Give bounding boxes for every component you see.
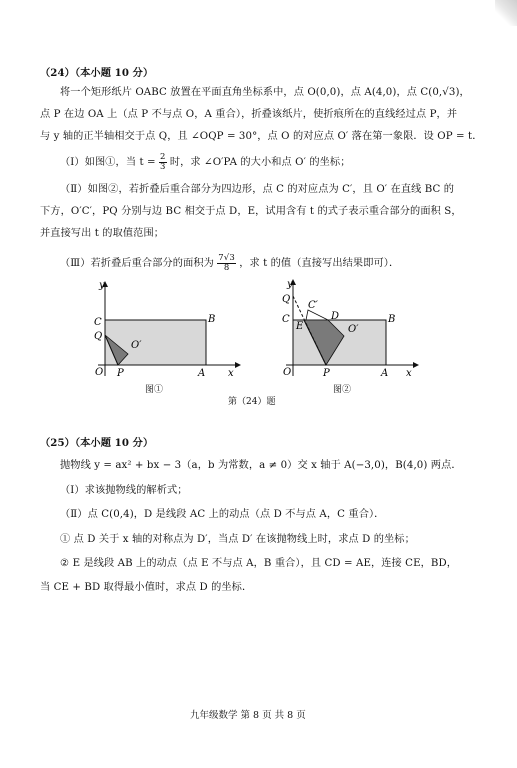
q24-part3-num: 7√3 [218,252,235,263]
q25-line-3: （Ⅱ）点 C(0,4)，D 是线段 AC 上的动点（点 D 不与点 A，C 重合）． [60,509,385,520]
q24-part1-fraction [159,153,167,172]
fig2-label-A: A [381,368,389,379]
q24-line-1: 将一个矩形纸片 OABC 放置在平面直角坐标系中，点 O(0,0)，点 A(4,0)，点 C(0,√3)， [60,87,470,98]
q24-part1-den: 3 [160,161,166,172]
q24-header: （24）（本小题 10 分） [40,67,154,79]
fig2-folded-outside [306,310,328,320]
fig2-label-x: x [406,368,412,379]
fig2-label-Cprime: C′ [308,300,318,311]
fig1-label-Q: Q [94,331,103,342]
q24-part3 [60,250,399,278]
q24-part2-line-1: （Ⅱ）如图②，若折叠后重合部分为四边形，点 C 的对应点为 C′，且 O′ 在直线 BC 的 [60,184,455,195]
q25-line-1: 抛物线 y = ax² + bx − 3（a，b 为常数，a ≠ 0）交 x 轴于 A(−3,0)，B(4,0) 两点． [60,460,462,471]
fig2-label-Q: Q [282,294,291,305]
q24-line-2: 点 P 在边 OA 上（点 P 不与点 O，A 重合），折叠该纸片，使折痕所在的直线经过点 P，并 [40,109,458,120]
q25-line-4: ① 点 D 关于 x 轴的对称点为 D′，当点 D′ 在该抛物线上时，求点 D 的坐标； [60,534,415,545]
q24-line-3: 与 y 轴的正半轴相交于点 Q，且 ∠OQP = 30°，点 O 的对应点 O′ 落在第一象限．设 OP = t． [40,131,483,142]
fig2-label-B: B [388,314,396,325]
q24-part3-text-b: ，求 t 的值（直接写出结果即可）． [239,258,400,269]
fig1-label-y: y [99,280,105,291]
q24-part1-text-a: （Ⅰ）如图①，当 t = [60,157,156,168]
page-footer: 九年级数学 第 8 页 共 8 页 [190,710,306,721]
fig1-label-B: B [208,314,216,325]
figure-1-caption: 图① [145,385,164,395]
q25-line-5: ② E 是线段 AB 上的动点（点 E 不与点 A，B 重合），且 CD = AE，连接 CE，BD， [60,558,458,569]
figure-title: 第（24）题 [228,397,276,407]
fig1-label-P: P [117,368,124,379]
fig2-label-Oprime: O′ [348,324,359,335]
q24-part3-text-a: （Ⅲ）若折叠后重合部分的面积为 [60,258,214,269]
q24-part2-line-2: 下方，O′C′，PQ 分别与边 BC 相交于点 D，E，试用含有 t 的式子表示重合部分的面积 S， [40,206,462,217]
q24-part3-fraction [217,254,236,273]
q24-part3-den: 8 [223,262,230,273]
figure-2 [268,278,428,380]
fig1-label-O: O [95,367,104,378]
q24-part1-num: 2 [160,151,166,162]
fig2-label-E: E [296,321,304,332]
page-curl [495,0,517,26]
fig2-label-C: C [282,314,290,325]
fig1-label-Oprime: O′ [131,340,142,351]
fig1-label-x: x [228,368,234,379]
figure-2-caption: 图② [333,385,352,395]
q25-line-2: （Ⅰ）求该抛物线的解析式； [60,485,188,496]
q24-part1-text-b: 时，求 ∠O′PA 的大小和点 O′ 的坐标； [169,157,351,168]
fig2-label-P: P [323,368,330,379]
q24-part2-line-3: 并直接写出 t 的取值范围； [40,228,165,239]
fig1-label-C: C [94,317,102,328]
fig1-label-A: A [198,368,206,379]
fig2-label-y: y [287,279,293,290]
q25-line-6: 当 CE + BD 取得最小值时，求点 D 的坐标． [40,582,253,593]
q25-header: （25）（本小题 10 分） [40,437,154,449]
fig2-label-D: D [331,311,340,322]
q24-part1 [60,150,351,176]
figure-1 [80,278,250,380]
fig2-label-O: O [283,367,292,378]
